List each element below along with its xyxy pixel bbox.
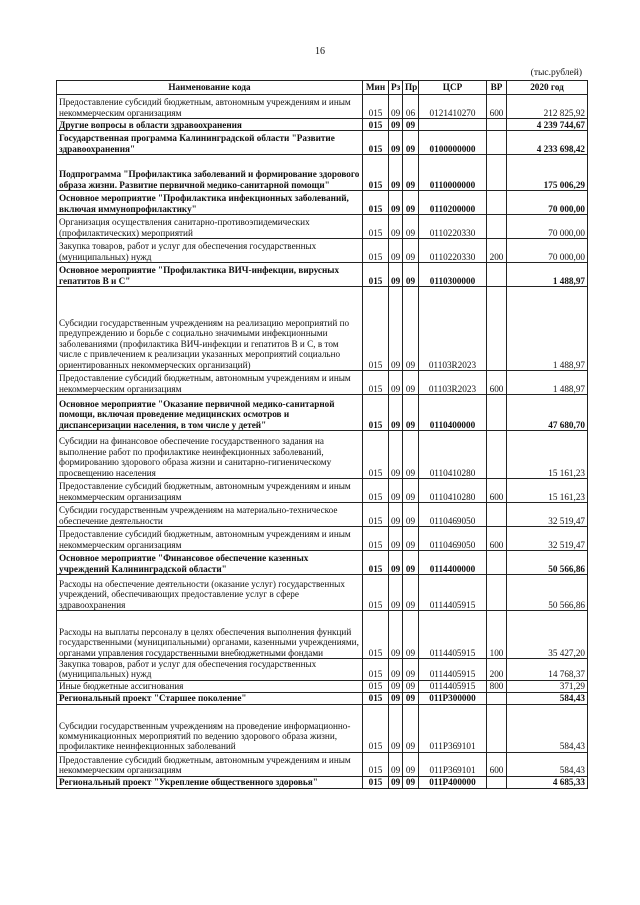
- cell-rz: 09: [389, 479, 403, 503]
- cell-rz: 09: [389, 680, 403, 692]
- cell-vr: 600: [487, 752, 507, 776]
- cell-name: Региональный проект "Укрепление общественного здоровья": [57, 776, 363, 788]
- cell-name: Закупка товаров, работ и услуг для обеспечения государственных (муниципальных) нужд: [57, 239, 363, 263]
- cell-vr: [487, 575, 507, 611]
- cell-vr: [487, 119, 507, 131]
- cell-rz: 09: [389, 575, 403, 611]
- cell-csr: 0110410280: [419, 431, 487, 479]
- header-pr: Пр: [403, 81, 419, 95]
- cell-name: Предоставление субсидий бюджетным, автономным учреждениям и иным некоммерческим организациям: [57, 95, 363, 119]
- cell-csr: 0114405915: [419, 611, 487, 659]
- table-row: [57, 191, 588, 215]
- cell-amount: 584,43: [507, 704, 588, 752]
- cell-name: Иные бюджетные ассигнования: [57, 680, 363, 692]
- cell-amount: 584,43: [507, 692, 588, 704]
- cell-name: Субсидии государственным учреждениям на реализацию мероприятий по предупреждению и борьбе с социально значимыми инфекционными заболеваниями (профилактика ВИЧ-инфекции и гепатитов В и С, в том числе с привлечением к реализации указанных мероприятий социально ориентированных некоммерческих организаций): [57, 287, 363, 371]
- cell-amount: 1 488,97: [507, 287, 588, 371]
- table-row: [57, 704, 588, 752]
- cell-csr: [419, 119, 487, 131]
- cell-pr: 09: [403, 119, 419, 131]
- cell-vr: [487, 551, 507, 575]
- cell-name: Региональный проект "Старшее поколение": [57, 692, 363, 704]
- cell-pr: 09: [403, 479, 419, 503]
- table-row: [57, 575, 588, 611]
- cell-min: 015: [363, 191, 389, 215]
- cell-csr: 0114405915: [419, 575, 487, 611]
- cell-rz: 09: [389, 155, 403, 191]
- table-row: [57, 527, 588, 551]
- cell-min: 015: [363, 131, 389, 155]
- cell-rz: 09: [389, 263, 403, 287]
- table-row: [57, 692, 588, 704]
- cell-amount: 14 768,37: [507, 659, 588, 681]
- cell-csr: 011P400000: [419, 776, 487, 788]
- cell-vr: [487, 155, 507, 191]
- cell-csr: 0110000000: [419, 155, 487, 191]
- cell-name: Расходы на обеспечение деятельности (оказание услуг) государственных учреждений, обеспечивающих предоставление услуг в сфере здравоохранения: [57, 575, 363, 611]
- cell-amount: 371,29: [507, 680, 588, 692]
- cell-min: 015: [363, 287, 389, 371]
- cell-csr: 0110220330: [419, 239, 487, 263]
- cell-csr: 01103R2023: [419, 287, 487, 371]
- cell-min: 015: [363, 704, 389, 752]
- cell-name: Государственная программа Калининградской области "Развитие здравоохранения": [57, 131, 363, 155]
- header-min: Мин: [363, 81, 389, 95]
- cell-vr: [487, 503, 507, 527]
- cell-pr: 09: [403, 611, 419, 659]
- table-header-row: [57, 81, 588, 95]
- cell-csr: 0114400000: [419, 551, 487, 575]
- cell-csr: 011P369101: [419, 704, 487, 752]
- cell-rz: 09: [389, 503, 403, 527]
- cell-min: 015: [363, 503, 389, 527]
- header-csr: ЦСР: [419, 81, 487, 95]
- cell-amount: 32 519,47: [507, 503, 588, 527]
- cell-pr: 09: [403, 215, 419, 239]
- table-row: [57, 776, 588, 788]
- table-body: [57, 95, 588, 789]
- cell-rz: 09: [389, 131, 403, 155]
- cell-min: 015: [363, 215, 389, 239]
- cell-name: Субсидии на финансовое обеспечение государственного задания на выполнение работ по профилактике неинфекционных заболеваний, формированию здорового образа жизни и санитарно-гигиеническому просвещению населения: [57, 431, 363, 479]
- cell-csr: 0110400000: [419, 395, 487, 431]
- cell-min: 015: [363, 659, 389, 681]
- cell-rz: 09: [389, 692, 403, 704]
- cell-name: Субсидии государственным учреждениям на материально-техническое обеспечение деятельности: [57, 503, 363, 527]
- cell-rz: 09: [389, 95, 403, 119]
- cell-min: 015: [363, 479, 389, 503]
- cell-name: Подпрограмма "Профилактика заболеваний и формирование здорового образа жизни. Развитие первичной медико-санитарной помощи": [57, 155, 363, 191]
- cell-name: Предоставление субсидий бюджетным, автономным учреждениям и иным некоммерческим организациям: [57, 752, 363, 776]
- cell-name: Предоставление субсидий бюджетным, автономным учреждениям и иным некоммерческим организациям: [57, 479, 363, 503]
- cell-vr: [487, 776, 507, 788]
- cell-pr: 09: [403, 191, 419, 215]
- cell-min: 015: [363, 371, 389, 395]
- cell-amount: 50 566,86: [507, 551, 588, 575]
- cell-vr: 800: [487, 680, 507, 692]
- cell-csr: 0121410270: [419, 95, 487, 119]
- cell-csr: 0110300000: [419, 263, 487, 287]
- cell-pr: 09: [403, 527, 419, 551]
- cell-amount: 4 685,33: [507, 776, 588, 788]
- table-row: [57, 287, 588, 371]
- cell-pr: 09: [403, 503, 419, 527]
- table-row: [57, 611, 588, 659]
- header-name: Наименование кода: [57, 81, 363, 95]
- cell-min: 015: [363, 395, 389, 431]
- cell-rz: 09: [389, 371, 403, 395]
- cell-csr: 0110220330: [419, 215, 487, 239]
- cell-rz: 09: [389, 431, 403, 479]
- table-row: [57, 479, 588, 503]
- cell-vr: [487, 287, 507, 371]
- table-row: [57, 371, 588, 395]
- cell-pr: 09: [403, 776, 419, 788]
- cell-vr: 600: [487, 371, 507, 395]
- cell-vr: [487, 191, 507, 215]
- cell-min: 015: [363, 575, 389, 611]
- table-row: [57, 680, 588, 692]
- header-amount: 2020 год: [507, 81, 588, 95]
- cell-min: 015: [363, 611, 389, 659]
- cell-vr: [487, 215, 507, 239]
- cell-csr: 0110410280: [419, 479, 487, 503]
- cell-name: Субсидии государственным учреждениям на проведение информационно-коммуникационных мероприятий по ведению здорового образа жизни, профилактике неинфекционных заболеваний: [57, 704, 363, 752]
- cell-pr: 09: [403, 431, 419, 479]
- cell-vr: [487, 692, 507, 704]
- cell-amount: 1 488,97: [507, 263, 588, 287]
- cell-pr: 09: [403, 575, 419, 611]
- cell-amount: 70 000,00: [507, 239, 588, 263]
- cell-pr: 09: [403, 752, 419, 776]
- cell-pr: 09: [403, 551, 419, 575]
- cell-amount: 47 680,70: [507, 395, 588, 431]
- cell-name: Другие вопросы в области здравоохранения: [57, 119, 363, 131]
- cell-csr: 0114405915: [419, 680, 487, 692]
- cell-pr: 09: [403, 239, 419, 263]
- cell-pr: 06: [403, 95, 419, 119]
- cell-min: 015: [363, 752, 389, 776]
- cell-rz: 09: [389, 215, 403, 239]
- cell-amount: 4 239 744,67: [507, 119, 588, 131]
- header-rz: Рз: [389, 81, 403, 95]
- cell-name: Закупка товаров, работ и услуг для обеспечения государственных (муниципальных) нужд: [57, 659, 363, 681]
- cell-vr: 600: [487, 95, 507, 119]
- cell-name: Предоставление субсидий бюджетным, автономным учреждениям и иным некоммерческим организациям: [57, 371, 363, 395]
- cell-pr: 09: [403, 131, 419, 155]
- cell-pr: 09: [403, 659, 419, 681]
- table-row: [57, 215, 588, 239]
- cell-min: 015: [363, 155, 389, 191]
- cell-csr: 01103R2023: [419, 371, 487, 395]
- table-row: [57, 752, 588, 776]
- cell-min: 015: [363, 680, 389, 692]
- cell-rz: 09: [389, 659, 403, 681]
- cell-min: 015: [363, 692, 389, 704]
- page-number: 16: [315, 46, 325, 57]
- cell-csr: 0110200000: [419, 191, 487, 215]
- cell-amount: 32 519,47: [507, 527, 588, 551]
- cell-min: 015: [363, 527, 389, 551]
- cell-name: Основное мероприятие "Профилактика инфекционных заболеваний, включая иммунопрофилактику": [57, 191, 363, 215]
- cell-min: 015: [363, 431, 389, 479]
- cell-csr: 0100000000: [419, 131, 487, 155]
- cell-amount: 584,43: [507, 752, 588, 776]
- table-row: [57, 431, 588, 479]
- cell-name: Основное мероприятие "Финансовое обеспечение казенных учреждений Калининградской области": [57, 551, 363, 575]
- cell-rz: 09: [389, 611, 403, 659]
- cell-amount: 50 566,86: [507, 575, 588, 611]
- table-row: [57, 119, 588, 131]
- cell-pr: 09: [403, 395, 419, 431]
- cell-csr: 011P300000: [419, 692, 487, 704]
- table-row: [57, 155, 588, 191]
- cell-rz: 09: [389, 239, 403, 263]
- table-row: [57, 95, 588, 119]
- cell-pr: 09: [403, 680, 419, 692]
- cell-pr: 09: [403, 155, 419, 191]
- cell-csr: 0110469050: [419, 503, 487, 527]
- cell-rz: 09: [389, 287, 403, 371]
- cell-vr: [487, 704, 507, 752]
- cell-csr: 011P369101: [419, 752, 487, 776]
- table-row: [57, 659, 588, 681]
- table-row: [57, 551, 588, 575]
- cell-vr: 600: [487, 527, 507, 551]
- cell-pr: 09: [403, 287, 419, 371]
- cell-rz: 09: [389, 395, 403, 431]
- cell-min: 015: [363, 119, 389, 131]
- cell-pr: 09: [403, 704, 419, 752]
- cell-amount: 212 825,92: [507, 95, 588, 119]
- cell-csr: 0110469050: [419, 527, 487, 551]
- cell-vr: [487, 395, 507, 431]
- cell-vr: 100: [487, 611, 507, 659]
- units-label: (тыс.рублей): [530, 68, 582, 78]
- cell-pr: 09: [403, 263, 419, 287]
- cell-amount: 15 161,23: [507, 479, 588, 503]
- cell-amount: 175 006,29: [507, 155, 588, 191]
- cell-csr: 0114405915: [419, 659, 487, 681]
- cell-pr: 09: [403, 371, 419, 395]
- cell-amount: 15 161,23: [507, 431, 588, 479]
- cell-min: 015: [363, 263, 389, 287]
- cell-amount: 70 000,00: [507, 191, 588, 215]
- cell-vr: 200: [487, 659, 507, 681]
- budget-table: [56, 80, 588, 789]
- cell-rz: 09: [389, 776, 403, 788]
- cell-min: 015: [363, 239, 389, 263]
- table-row: [57, 395, 588, 431]
- header-vr: ВР: [487, 81, 507, 95]
- cell-rz: 09: [389, 704, 403, 752]
- cell-amount: 35 427,20: [507, 611, 588, 659]
- cell-name: Основное мероприятие "Оказание первичной медико-санитарной помощи, включая проведение медицинских осмотров и диспансеризации населения, в том числе у детей": [57, 395, 363, 431]
- cell-min: 015: [363, 95, 389, 119]
- cell-rz: 09: [389, 752, 403, 776]
- cell-amount: 4 233 698,42: [507, 131, 588, 155]
- table-row: [57, 131, 588, 155]
- cell-name: Организация осуществления санитарно-противоэпидемических (профилактических) мероприятий: [57, 215, 363, 239]
- cell-amount: 1 488,97: [507, 371, 588, 395]
- cell-vr: 200: [487, 239, 507, 263]
- cell-pr: 09: [403, 692, 419, 704]
- table-row: [57, 239, 588, 263]
- table-row: [57, 263, 588, 287]
- cell-name: Расходы на выплаты персоналу в целях обеспечения выполнения функций государственными (муниципальными) органами, казенными учреждениями, органами управления государственными внебюджетными фондами: [57, 611, 363, 659]
- cell-vr: [487, 431, 507, 479]
- cell-min: 015: [363, 551, 389, 575]
- cell-rz: 09: [389, 119, 403, 131]
- cell-vr: [487, 131, 507, 155]
- cell-vr: 600: [487, 479, 507, 503]
- cell-amount: 70 000,00: [507, 215, 588, 239]
- cell-name: Предоставление субсидий бюджетным, автономным учреждениям и иным некоммерческим организациям: [57, 527, 363, 551]
- table-row: [57, 503, 588, 527]
- cell-rz: 09: [389, 551, 403, 575]
- cell-rz: 09: [389, 527, 403, 551]
- cell-vr: [487, 263, 507, 287]
- cell-name: Основное мероприятие "Профилактика ВИЧ-инфекции, вирусных гепатитов В и С": [57, 263, 363, 287]
- cell-rz: 09: [389, 191, 403, 215]
- cell-min: 015: [363, 776, 389, 788]
